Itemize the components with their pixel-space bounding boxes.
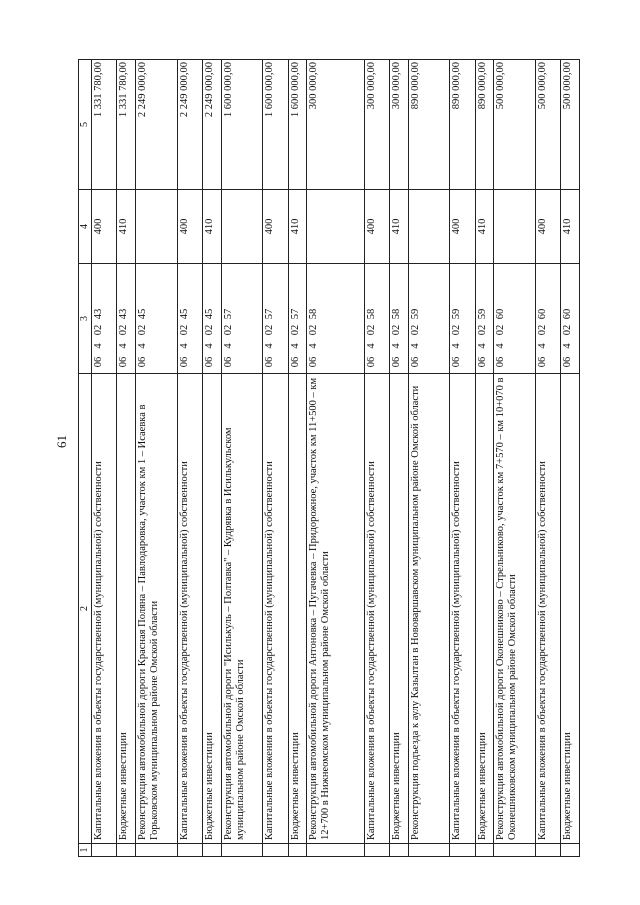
code-part: 60 xyxy=(562,308,574,320)
code-part: 06 xyxy=(308,356,320,368)
code-part: 4 xyxy=(178,343,190,349)
code-part: 02 xyxy=(451,324,463,336)
row-code-cell xyxy=(561,264,580,374)
row-amount-cell: 300 000,00 xyxy=(307,60,365,190)
header-col-2: 2 xyxy=(79,374,92,844)
row-expense-type-cell: 400 xyxy=(263,190,288,264)
row-expense-type-cell: 400 xyxy=(364,190,389,264)
row-name-cell: Реконструкция подъезда к аулу Казылтан в Нововаршавском муниципальном районе Омской области xyxy=(408,374,450,844)
row-name-cell: Бюджетные инвестиции xyxy=(288,374,307,844)
table-row xyxy=(536,60,561,857)
row-name-cell: Бюджетные инвестиции xyxy=(475,374,494,844)
header-col-3: 3 xyxy=(79,264,92,374)
code-part: 59 xyxy=(409,308,421,320)
row-number-cell xyxy=(203,844,222,857)
code-part: 4 xyxy=(409,343,421,349)
table-row xyxy=(177,60,202,857)
budget-table xyxy=(78,59,580,857)
code-part: 4 xyxy=(93,343,104,349)
table-row xyxy=(263,60,288,857)
code-part: 06 xyxy=(537,356,548,368)
table-row xyxy=(288,60,307,857)
row-amount-cell: 2 249 000,00 xyxy=(135,60,177,190)
header-col-1: 1 xyxy=(79,844,92,857)
row-code-cell xyxy=(475,264,494,374)
row-expense-type-cell xyxy=(408,190,450,264)
code-part: 06 xyxy=(365,356,377,368)
code-part: 06 xyxy=(451,356,463,368)
code-part: 06 xyxy=(93,356,104,368)
code-part: 43 xyxy=(93,308,104,320)
code-part: 4 xyxy=(204,343,215,349)
table-row xyxy=(450,60,475,857)
row-number-cell xyxy=(450,844,475,857)
row-amount-cell: 500 000,00 xyxy=(494,60,536,190)
row-code-cell xyxy=(307,264,365,374)
code-part: 4 xyxy=(537,343,548,349)
row-number-cell xyxy=(177,844,202,857)
row-amount-cell: 890 000,00 xyxy=(450,60,475,190)
row-number-cell xyxy=(117,844,136,857)
code-part: 02 xyxy=(537,324,548,336)
code-part: 4 xyxy=(222,343,234,349)
row-number-cell xyxy=(561,844,580,857)
table-row xyxy=(135,60,177,857)
code-part: 06 xyxy=(204,356,215,368)
table-row xyxy=(117,60,136,857)
code-part: 43 xyxy=(118,308,130,320)
code-part: 06 xyxy=(264,356,276,368)
row-number-cell xyxy=(135,844,177,857)
code-part: 06 xyxy=(562,356,574,368)
header-col-5: 5 xyxy=(79,60,92,190)
row-name-cell: Реконструкция автомобильной дороги Красная Поляна – Павлодаровка, участок км 1 – Исаевка в Горьковском муниципальном районе Омской области xyxy=(135,374,177,844)
table-row xyxy=(494,60,536,857)
row-amount-cell: 500 000,00 xyxy=(561,60,580,190)
row-code-cell xyxy=(263,264,288,374)
code-part: 58 xyxy=(308,308,320,320)
row-name-cell: Капитальные вложения в объекты государственной (муниципальной) собственности xyxy=(364,374,389,844)
code-part: 58 xyxy=(391,308,403,320)
table-row xyxy=(221,60,263,857)
row-number-cell xyxy=(364,844,389,857)
code-part: 02 xyxy=(136,324,148,336)
row-code-cell xyxy=(203,264,222,374)
row-code-cell xyxy=(288,264,307,374)
table-row xyxy=(92,60,117,857)
code-part: 45 xyxy=(178,308,190,320)
code-part: 06 xyxy=(222,356,234,368)
row-expense-type-cell: 400 xyxy=(92,190,117,264)
code-part: 06 xyxy=(391,356,403,368)
row-amount-cell: 890 000,00 xyxy=(408,60,450,190)
code-part: 06 xyxy=(495,356,507,368)
row-expense-type-cell: 410 xyxy=(475,190,494,264)
code-part: 59 xyxy=(476,308,488,320)
code-part: 06 xyxy=(136,356,148,368)
code-part: 02 xyxy=(118,324,130,336)
code-part: 4 xyxy=(562,343,574,349)
code-part: 57 xyxy=(264,308,276,320)
code-part: 02 xyxy=(365,324,377,336)
row-expense-type-cell: 410 xyxy=(203,190,222,264)
code-part: 4 xyxy=(136,343,148,349)
row-amount-cell: 1 600 000,00 xyxy=(221,60,263,190)
row-code-cell xyxy=(117,264,136,374)
code-part: 57 xyxy=(222,308,234,320)
row-code-cell xyxy=(221,264,263,374)
code-part: 06 xyxy=(118,356,130,368)
code-part: 02 xyxy=(178,324,190,336)
code-part: 4 xyxy=(289,343,301,349)
row-name-cell: Бюджетные инвестиции xyxy=(390,374,409,844)
row-code-cell xyxy=(390,264,409,374)
row-code-cell xyxy=(135,264,177,374)
table-row xyxy=(390,60,409,857)
code-part: 60 xyxy=(495,308,507,320)
row-amount-cell: 2 249 000,00 xyxy=(177,60,202,190)
row-expense-type-cell: 400 xyxy=(177,190,202,264)
row-expense-type-cell xyxy=(135,190,177,264)
code-part: 02 xyxy=(204,324,215,336)
row-code-cell xyxy=(494,264,536,374)
row-amount-cell: 1 331 780,00 xyxy=(117,60,136,190)
row-number-cell xyxy=(494,844,536,857)
table-row xyxy=(364,60,389,857)
code-part: 45 xyxy=(204,308,215,320)
row-code-cell xyxy=(536,264,561,374)
row-number-cell xyxy=(221,844,263,857)
table-row xyxy=(203,60,222,857)
row-number-cell xyxy=(263,844,288,857)
row-amount-cell: 2 249 000,00 xyxy=(203,60,222,190)
code-part: 02 xyxy=(264,324,276,336)
row-number-cell xyxy=(536,844,561,857)
row-number-cell xyxy=(475,844,494,857)
row-name-cell: Капитальные вложения в объекты государственной (муниципальной) собственности xyxy=(536,374,561,844)
code-part: 45 xyxy=(136,308,148,320)
row-amount-cell: 300 000,00 xyxy=(364,60,389,190)
row-name-cell: Капитальные вложения в объекты государственной (муниципальной) собственности xyxy=(177,374,202,844)
row-expense-type-cell: 400 xyxy=(450,190,475,264)
code-part: 59 xyxy=(451,308,463,320)
row-code-cell xyxy=(92,264,117,374)
code-part: 4 xyxy=(365,343,377,349)
row-amount-cell: 890 000,00 xyxy=(475,60,494,190)
code-part: 02 xyxy=(289,324,301,336)
row-name-cell: Реконструкция автомобильной дороги Оконешниково – Стрельниково, участок км 7+570 – км 10+070 в Оконешниковском муниципальном районе Омской области xyxy=(494,374,536,844)
code-part: 02 xyxy=(391,324,403,336)
rotated-table-container xyxy=(78,60,580,857)
code-part: 02 xyxy=(495,324,507,336)
row-name-cell: Бюджетные инвестиции xyxy=(203,374,222,844)
code-part: 4 xyxy=(308,343,320,349)
row-code-cell xyxy=(408,264,450,374)
row-expense-type-cell: 400 xyxy=(536,190,561,264)
row-code-cell xyxy=(450,264,475,374)
table-row xyxy=(561,60,580,857)
row-name-cell: Капитальные вложения в объекты государственной (муниципальной) собственности xyxy=(92,374,117,844)
row-expense-type-cell xyxy=(307,190,365,264)
code-part: 4 xyxy=(264,343,276,349)
row-amount-cell: 300 000,00 xyxy=(390,60,409,190)
row-name-cell: Реконструкция автомобильной дороги Антоновка – Пугачевка – Придорожное, участок км 11+500 – км 12+700 в Нижнеомском муниципальном районе Омской области xyxy=(307,374,365,844)
row-number-cell xyxy=(92,844,117,857)
row-amount-cell: 1 600 000,00 xyxy=(263,60,288,190)
table-row xyxy=(307,60,365,857)
code-part: 02 xyxy=(476,324,488,336)
page-number: 61 xyxy=(54,435,69,448)
code-part: 4 xyxy=(476,343,488,349)
table-row xyxy=(408,60,450,857)
table-row xyxy=(475,60,494,857)
row-number-cell xyxy=(288,844,307,857)
row-name-cell: Бюджетные инвестиции xyxy=(117,374,136,844)
row-name-cell: Бюджетные инвестиции xyxy=(561,374,580,844)
code-part: 58 xyxy=(365,308,377,320)
code-part: 4 xyxy=(451,343,463,349)
row-number-cell xyxy=(408,844,450,857)
header-col-4: 4 xyxy=(79,190,92,264)
code-part: 02 xyxy=(93,324,104,336)
row-amount-cell: 500 000,00 xyxy=(536,60,561,190)
code-part: 06 xyxy=(178,356,190,368)
row-expense-type-cell: 410 xyxy=(390,190,409,264)
row-code-cell xyxy=(177,264,202,374)
code-part: 06 xyxy=(289,356,301,368)
code-part: 06 xyxy=(409,356,421,368)
code-part: 4 xyxy=(391,343,403,349)
row-name-cell: Капитальные вложения в объекты государственной (муниципальной) собственности xyxy=(263,374,288,844)
row-number-cell xyxy=(390,844,409,857)
row-expense-type-cell: 410 xyxy=(117,190,136,264)
row-amount-cell: 1 600 000,00 xyxy=(288,60,307,190)
code-part: 02 xyxy=(222,324,234,336)
row-expense-type-cell: 410 xyxy=(561,190,580,264)
code-part: 4 xyxy=(495,343,507,349)
code-part: 60 xyxy=(537,308,548,320)
code-part: 06 xyxy=(476,356,488,368)
code-part: 4 xyxy=(118,343,130,349)
code-part: 02 xyxy=(308,324,320,336)
code-part: 57 xyxy=(289,308,301,320)
row-name-cell: Капитальные вложения в объекты государственной (муниципальной) собственности xyxy=(450,374,475,844)
table-body xyxy=(92,60,580,857)
row-name-cell: Реконструкция автомобильной дороги "Исилькуль – Полтавка" – Кудрявка в Исилькульском муниципальном районе Омской области xyxy=(221,374,263,844)
row-expense-type-cell xyxy=(494,190,536,264)
code-part: 02 xyxy=(562,324,574,336)
code-part: 02 xyxy=(409,324,421,336)
row-code-cell xyxy=(364,264,389,374)
row-number-cell xyxy=(307,844,365,857)
row-amount-cell: 1 331 780,00 xyxy=(92,60,117,190)
row-expense-type-cell xyxy=(221,190,263,264)
table-header xyxy=(79,60,92,857)
row-expense-type-cell: 410 xyxy=(288,190,307,264)
